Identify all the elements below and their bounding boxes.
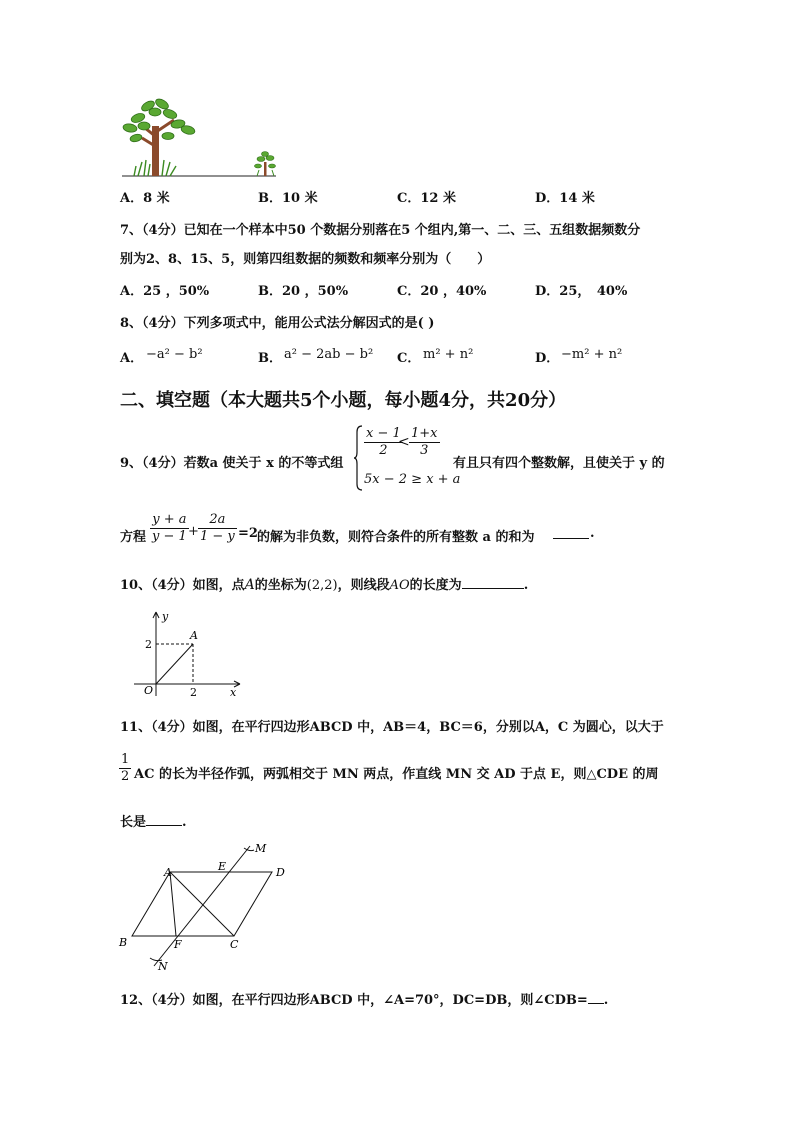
q12-end: . bbox=[603, 993, 609, 1008]
section-heading-fill-blank: 二、填空题（本大题共5个小题，每小题4分，共20分） bbox=[120, 390, 567, 411]
q10-point-a-label: A bbox=[190, 629, 198, 642]
q11-stem-line2: AC 的长为半径作弧，两弧相交于 MN 两点，作直线 MN 交 AD 于点 E，则△CDE 的周 bbox=[134, 767, 659, 782]
q11-stem-line1: 11、（4分）如图，在平行四边形ABCD 中，AB＝4，BC＝6，分别以A，C 为圆心，以大于 bbox=[120, 720, 664, 735]
q7-option-b: B．20 ，50% bbox=[258, 284, 349, 299]
q11-label-c: C bbox=[230, 938, 239, 951]
q10-text-b: 的坐标为 bbox=[254, 578, 307, 593]
q8-option-a-label: A． bbox=[120, 351, 144, 366]
q11-line3-text: 长是 bbox=[120, 815, 147, 830]
q7-stem-line1: 7、（4分）已知在一个样本中50 个数据分别落在5 个组内,第一、二、三、五组数据频数分 bbox=[120, 223, 641, 238]
q8-stem: 8、（4分）下列多项式中，能用公式法分解因式的是( ) bbox=[120, 316, 435, 331]
q11-parallelogram-figure bbox=[116, 838, 296, 978]
q12-answer-blank bbox=[588, 991, 604, 1004]
q10-tick-y-2: 2 bbox=[145, 638, 152, 651]
q11-label-n: N bbox=[158, 960, 168, 973]
q10-end: . bbox=[523, 578, 529, 593]
q10-coord: (2,2) bbox=[306, 578, 338, 593]
q8-option-c-label: C． bbox=[397, 351, 421, 366]
q10-origin-label: O bbox=[144, 684, 154, 697]
q7-option-a: A．25 ，50% bbox=[120, 284, 210, 299]
q9-line2-suffix: 的解为非负数，则符合条件的所有整数 a 的和为 bbox=[257, 530, 535, 545]
q11-label-m: M bbox=[255, 842, 267, 855]
q10-coordinate-figure bbox=[128, 608, 248, 698]
q6-option-a: A．8 米 bbox=[120, 191, 170, 206]
q11-answer-blank bbox=[146, 813, 182, 826]
q9-inequality-system bbox=[354, 424, 461, 492]
q10-text-a: 10、（4分）如图，点 bbox=[120, 578, 245, 593]
q12-stem bbox=[120, 989, 608, 1008]
q9-prefix: 9、（4分）若数a 使关于 x 的不等式组 bbox=[120, 456, 344, 471]
q9-plus: + bbox=[188, 524, 199, 539]
q10-segment: AO bbox=[389, 578, 410, 593]
q12-text: 12、（4分）如图，在平行四边形ABCD 中，∠A=70°，DC=DB，则∠CDB= bbox=[120, 993, 588, 1008]
q8-option-b-expr: a² − 2ab − b² bbox=[284, 347, 374, 362]
q7-option-d: D．25， 40% bbox=[535, 284, 628, 299]
q7-stem-line2: 别为2、8、15、5，则第四组数据的频数和频率分别为（ ） bbox=[120, 252, 491, 267]
q6-option-c: C．12 米 bbox=[397, 191, 456, 206]
q11-end: . bbox=[182, 815, 187, 830]
q9-suffix: 有且只有四个整数解，且使关于 y 的 bbox=[453, 456, 665, 471]
q11-label-a: A bbox=[164, 866, 172, 879]
q11-stem-line3 bbox=[120, 811, 187, 830]
q10-answer-blank bbox=[462, 576, 524, 589]
q10-axis-x-label: x bbox=[230, 686, 237, 698]
brace-icon bbox=[354, 424, 364, 492]
q10-stem bbox=[120, 574, 528, 594]
q9-answer-blank bbox=[553, 526, 589, 539]
q9-equals: =2 bbox=[238, 526, 258, 541]
tree-illustration bbox=[118, 96, 278, 180]
q11-label-f: F bbox=[174, 938, 182, 951]
q8-option-d-label: D． bbox=[535, 351, 560, 366]
q11-half-frac: $\frac{1}{2}$ bbox=[121, 752, 130, 784]
q11-label-b: B bbox=[119, 936, 128, 949]
q9-ineq1-right-frac: $\frac{1+x}{3}$ bbox=[411, 426, 438, 458]
q10-axis-y-label: y bbox=[162, 610, 169, 623]
q10-tick-x-2: 2 bbox=[190, 686, 197, 698]
q7-option-c: C．20 ，40% bbox=[397, 284, 487, 299]
q6-option-b: B．10 米 bbox=[258, 191, 318, 206]
q6-option-d: D．14 米 bbox=[535, 191, 595, 206]
q9-ineq1-sign: < bbox=[398, 434, 410, 450]
q9-line2-prefix: 方程 bbox=[120, 530, 147, 545]
q10-text-d: 的长度为 bbox=[409, 578, 462, 593]
q9-frac2: $\frac{2a}{1 - y}$ bbox=[200, 512, 235, 544]
q10-text-c: ，则线段 bbox=[337, 578, 390, 593]
q11-label-d: D bbox=[276, 866, 285, 879]
q10-point: A bbox=[244, 577, 255, 593]
q9-ineq2: 5x − 2 ≥ x + a bbox=[364, 472, 461, 487]
q9-ineq1-left-frac: $\frac{x - 1}{2}$ bbox=[366, 426, 401, 458]
q8-option-d-expr: −m² + n² bbox=[561, 347, 623, 362]
q8-option-c-expr: m² + n² bbox=[423, 347, 474, 362]
q9-end: . bbox=[590, 526, 595, 541]
q9-frac1: $\frac{y + a}{y - 1}$ bbox=[152, 512, 187, 544]
q8-option-a-expr: −a² − b² bbox=[146, 347, 203, 362]
q8-option-b-label: B． bbox=[258, 351, 282, 366]
q11-label-e: E bbox=[218, 860, 227, 873]
